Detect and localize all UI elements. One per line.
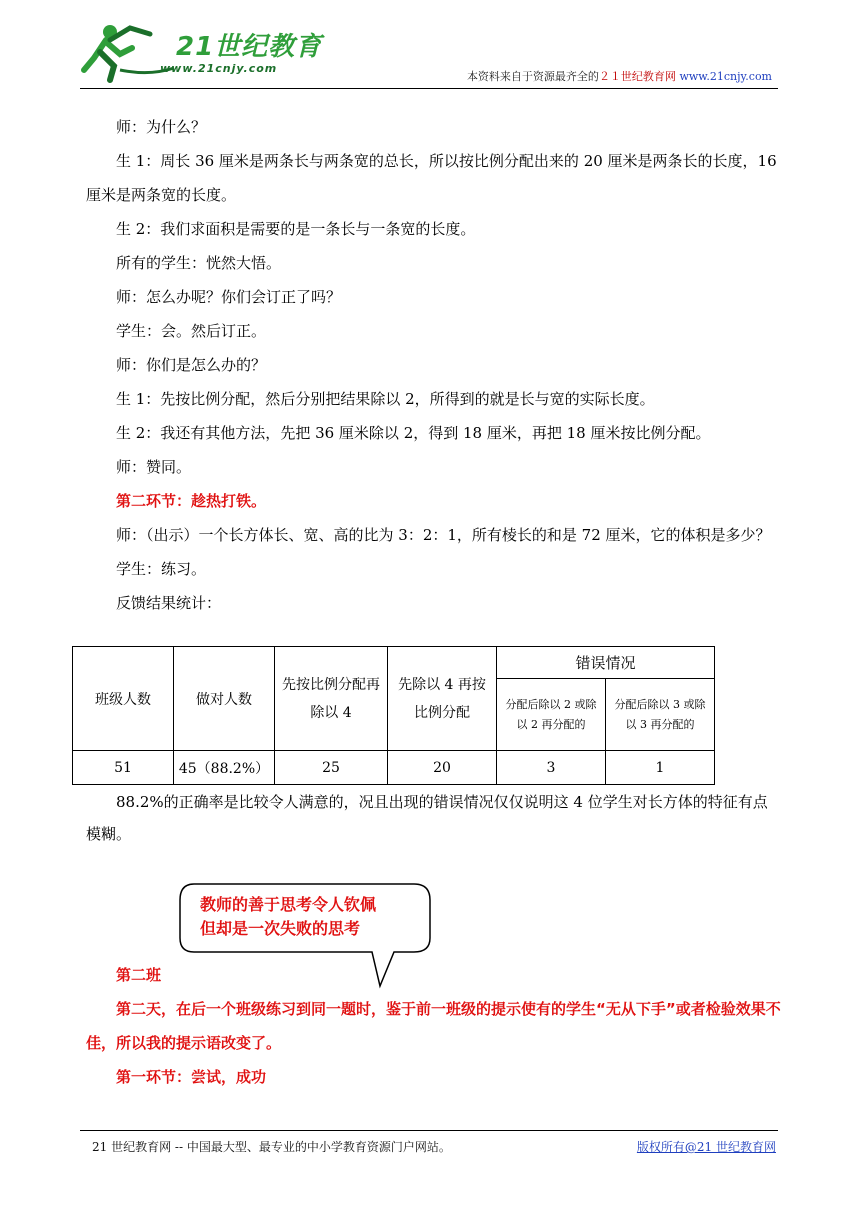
paragraph: 生 1：周长 36 厘米是两条长与两条宽的总长，所以按比例分配出来的 20 厘米是两条长的长度，16 厘米是两条宽的长度。	[86, 152, 777, 204]
bubble-line: 教师的善于思考令人钦佩	[200, 895, 377, 914]
header-class-size: 班级人数	[73, 647, 174, 751]
header-divider	[80, 88, 778, 89]
section-text: 第二天，在后一个班级练习到同一题时，鉴于前一班级的提示使有的学生“无从下手”或者检验效果不佳，所以我的提示语改变了。	[86, 1000, 781, 1052]
paragraph: 生 2：我还有其他方法，先把 36 厘米除以 2，得到 18 厘米，再把 18 厘米按比例分配。	[116, 424, 711, 442]
site-logo[interactable]	[80, 18, 340, 84]
source-site[interactable]: ２１世纪教育网	[598, 70, 676, 83]
paragraph: 师：（出示）一个长方体长、宽、高的比为 3：2：1，所有棱长的和是 72 厘米，它的体积是多少？	[116, 526, 771, 544]
paragraph: 学生：会。然后订正。	[116, 322, 267, 340]
logo-title: 21世纪教育	[176, 32, 323, 62]
source-prefix: 本资料来自于资源最齐全的	[466, 70, 599, 83]
section-title: 第二班	[116, 966, 162, 984]
paragraph: 师：怎么办呢？你们会订正了吗？	[116, 288, 342, 306]
header-method2: 先除以 4 再按比例分配	[388, 647, 497, 751]
logo-url: www.21cnjy.com	[160, 62, 278, 75]
cell-error1: 3	[497, 751, 606, 785]
header-correct: 做对人数	[174, 647, 275, 751]
section-step: 第一环节：尝试，成功	[116, 1068, 267, 1086]
header-errors: 错误情况	[497, 647, 715, 679]
header-error2: 分配后除以 3 或除以 3 再分配的	[606, 679, 715, 751]
analysis-paragraph	[86, 786, 782, 850]
cell-error2: 1	[606, 751, 715, 785]
bubble-comment	[200, 893, 440, 941]
bubble-line: 但却是一次失败的思考	[200, 919, 361, 938]
paragraph: 所有的学生：恍然大悟。	[116, 254, 282, 272]
cell-class-size: 51	[73, 751, 174, 785]
cell-method1: 25	[275, 751, 388, 785]
paragraph: 生 1：先按比例分配，然后分别把结果除以 2，所得到的就是长与宽的实际长度。	[116, 390, 655, 408]
paragraph: 生 2：我们求面积是需要的是一条长与一条宽的长度。	[116, 220, 476, 238]
cell-correct: 45（88.2%）	[174, 751, 275, 785]
footer-divider	[80, 1130, 778, 1131]
dialogue-section	[86, 110, 782, 620]
footer-note: 21 世纪教育网 -- 中国最大型、最专业的中小学教育资源门户网站。	[92, 1140, 451, 1154]
copyright-link[interactable]: 版权所有@21 世纪教育网	[636, 1140, 776, 1154]
paragraph: 88.2%的正确率是比较令人满意的，况且出现的错误情况仅仅说明这 4 位学生对长方体的特征有点模糊。	[86, 793, 768, 843]
second-class-section	[86, 958, 782, 1094]
results-table	[72, 646, 715, 785]
header-method1: 先按比例分配再除以 4	[275, 647, 388, 751]
paragraph: 反馈结果统计：	[116, 594, 222, 612]
source-note	[467, 68, 772, 84]
header-error1: 分配后除以 2 或除以 2 再分配的	[497, 679, 606, 751]
cell-method2: 20	[388, 751, 497, 785]
page-header	[80, 18, 780, 88]
paragraph: 师：为什么？	[116, 118, 207, 136]
source-url[interactable]: www.21cnjy.com	[679, 70, 772, 83]
paragraph: 师：你们是怎么办的？	[116, 356, 267, 374]
section-heading: 第二环节：趁热打铁。	[116, 492, 267, 510]
paragraph: 学生：练习。	[116, 560, 207, 578]
paragraph: 师：赞同。	[116, 458, 192, 476]
